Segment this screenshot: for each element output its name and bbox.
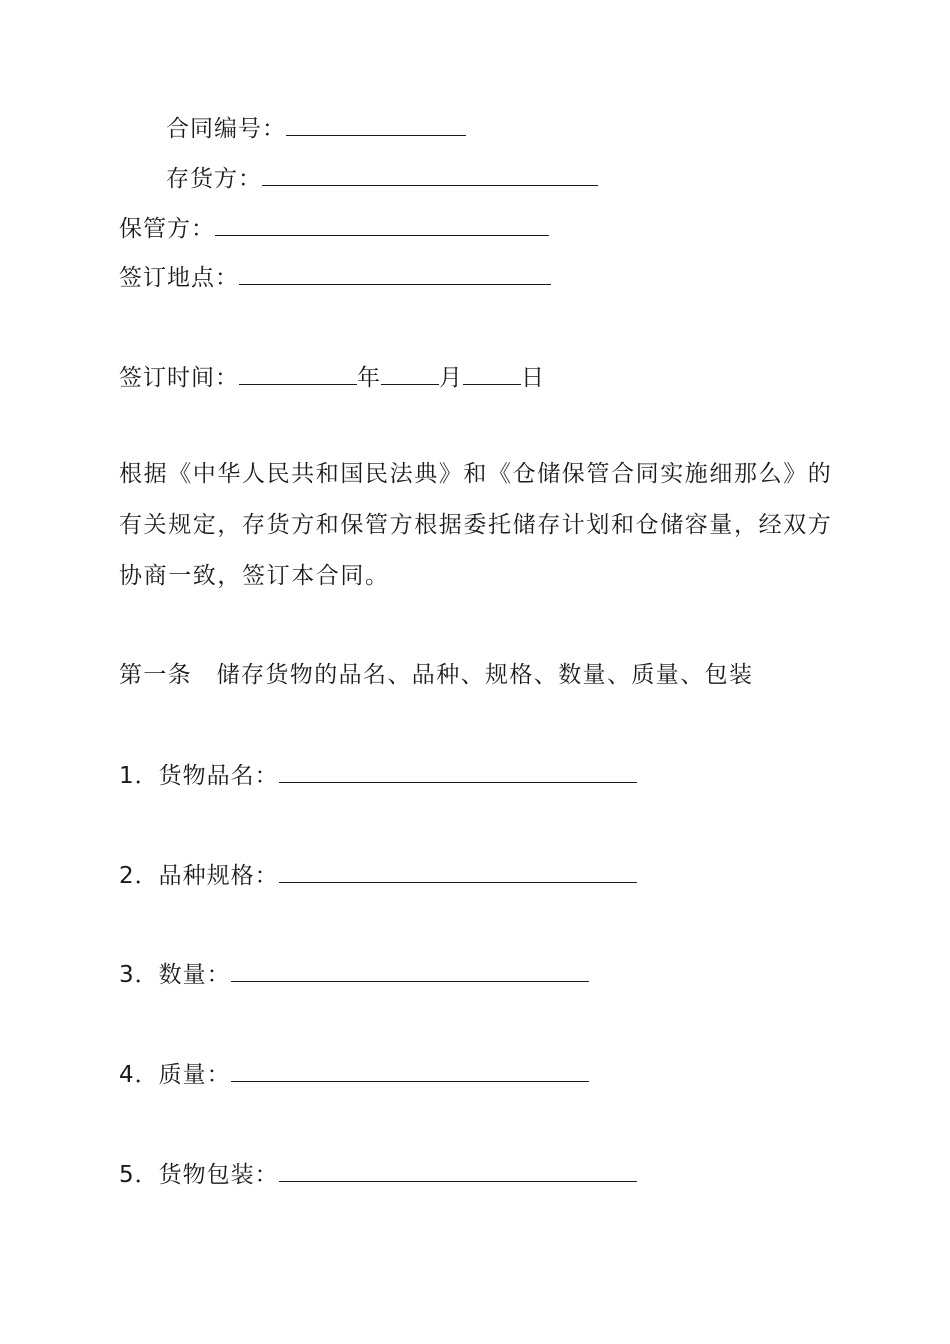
depositor-blank[interactable] xyxy=(262,163,598,186)
keeper-label: 保管方： xyxy=(119,216,215,242)
month-label: 月 xyxy=(439,365,463,391)
item-quality-blank[interactable] xyxy=(231,1059,589,1082)
sign-time-line xyxy=(119,362,545,393)
item-spec-blank[interactable] xyxy=(279,860,637,883)
item-goods-name xyxy=(119,760,637,791)
item-spec-label: 2．品种规格： xyxy=(119,863,279,889)
item-goods-name-blank[interactable] xyxy=(279,760,637,783)
contract-no-label: 合同编号： xyxy=(166,116,286,142)
article-1-title-text: 第一条 储存货物的品名、品种、规格、数量、质量、包装 xyxy=(119,662,754,688)
contract-no-blank[interactable] xyxy=(286,113,466,136)
item-quantity xyxy=(119,959,589,990)
item-packaging xyxy=(119,1159,637,1190)
item-quantity-blank[interactable] xyxy=(231,959,589,982)
intro-line-1: 根据《中华人民共和国民法典》和《仓储保管合同实施细那么》的 xyxy=(119,461,833,487)
item-quality xyxy=(119,1059,589,1090)
sign-month-blank[interactable] xyxy=(381,362,439,385)
intro-paragraph xyxy=(119,449,839,602)
keeper-blank[interactable] xyxy=(215,213,549,236)
sign-year-blank[interactable] xyxy=(239,362,357,385)
item-quantity-label: 3．数量： xyxy=(119,962,231,988)
item-packaging-label: 5．货物包装： xyxy=(119,1162,279,1188)
intro-line-3: 协商一致，签订本合同。 xyxy=(119,563,390,589)
depositor-label: 存货方： xyxy=(166,166,262,192)
sign-place-label: 签订地点： xyxy=(119,265,239,291)
item-packaging-blank[interactable] xyxy=(279,1159,637,1182)
item-quality-label: 4．质量： xyxy=(119,1062,231,1088)
sign-day-blank[interactable] xyxy=(463,362,521,385)
sign-place-line xyxy=(119,262,551,293)
contract-no-line xyxy=(166,113,466,144)
sign-time-label: 签订时间： xyxy=(119,365,239,391)
sign-place-blank[interactable] xyxy=(239,262,551,285)
keeper-line xyxy=(119,213,549,244)
intro-line-2: 有关规定，存货方和保管方根据委托储存计划和仓储容量，经双方 xyxy=(119,512,833,538)
depositor-line xyxy=(166,163,598,194)
day-label: 日 xyxy=(521,365,545,391)
item-goods-name-label: 1．货物品名： xyxy=(119,763,279,789)
article-1-title xyxy=(119,660,753,690)
year-label: 年 xyxy=(357,365,381,391)
item-spec xyxy=(119,860,637,891)
